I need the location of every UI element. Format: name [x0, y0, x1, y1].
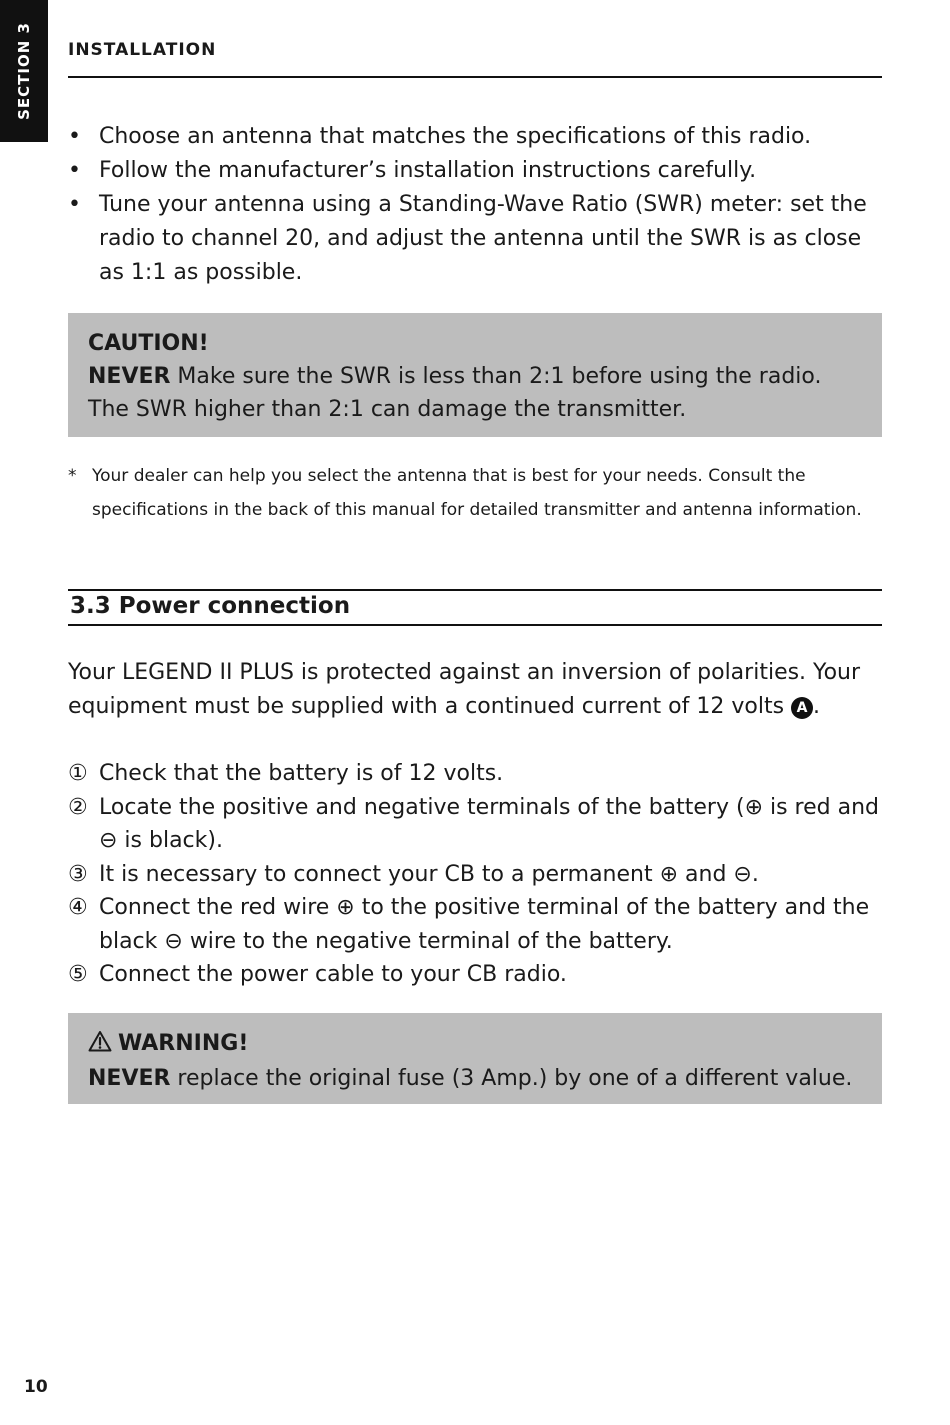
step-number: ④	[68, 895, 88, 920]
list-item	[68, 958, 882, 992]
power-steps-list	[68, 757, 882, 992]
section-rule-bottom	[68, 624, 882, 626]
step-text: It is necessary to connect your CB to a permanent ⊕ and ⊖.	[99, 861, 759, 887]
warning-emphasis: NEVER	[88, 1066, 171, 1091]
footnote-text: Your dealer can help you select the antenna that is best for your needs. Consult the specifications in the back of this manual for detailed transmitter and antenna information.	[92, 466, 862, 520]
footnote	[68, 459, 882, 527]
section-title: 3.3 Power connection	[70, 593, 351, 619]
list-item	[68, 757, 882, 791]
step-text: Connect the power cable to your CB radio.	[99, 962, 567, 987]
callout-badge-a: A	[791, 697, 813, 719]
running-head: INSTALLATION	[68, 40, 217, 60]
caution-line-2: The SWR higher than 2:1 can damage the transmitter.	[88, 397, 687, 422]
list-item	[68, 891, 882, 958]
step-number: ②	[68, 794, 88, 820]
step-text: Locate the positive and negative terminals of the battery (⊕ is red and ⊖ is black).	[99, 794, 880, 853]
list-item	[68, 791, 882, 858]
warning-line	[88, 1062, 862, 1095]
list-item	[68, 858, 882, 892]
caution-title: CAUTION!	[88, 331, 209, 356]
antenna-bullet-list	[68, 120, 882, 290]
step-number: ⑤	[68, 962, 88, 987]
warning-title: WARNING!	[118, 1031, 249, 1056]
warning-text: replace the original fuse (3 Amp.) by one of a different value.	[170, 1066, 853, 1091]
step-number: ③	[68, 861, 88, 887]
list-item: • Follow the manufacturer’s installation instructions carefully.	[68, 154, 882, 188]
step-text: Check that the battery is of 12 volts.	[99, 761, 504, 786]
warning-title-row	[88, 1027, 862, 1062]
footnote-marker: *	[68, 466, 77, 486]
warning-box	[68, 1013, 882, 1104]
warning-triangle-icon	[88, 1029, 112, 1062]
list-item: • Choose an antenna that matches the specifications of this radio.	[68, 120, 882, 154]
caution-emphasis: NEVER	[88, 364, 171, 389]
section-tab	[0, 0, 48, 142]
page-number: 10	[24, 1377, 48, 1397]
section-tab-label: SECTION 3	[15, 22, 33, 120]
step-number: ①	[68, 761, 88, 786]
power-intro-paragraph	[68, 656, 882, 724]
caution-line-1	[88, 360, 862, 393]
power-intro-text: Your LEGEND II PLUS is protected against an inversion of polarities. Your equipment must be supplied with a continued current of 12 volts	[68, 660, 861, 719]
step-text: Connect the red wire ⊕ to the positive terminal of the battery and the black ⊖ wire to the negative terminal of the battery.	[99, 895, 870, 954]
header-rule	[68, 76, 882, 78]
list-item: • Tune your antenna using a Standing-Wave Ratio (SWR) meter: set the radio to channel 20, and adjust the antenna until the SWR is as close as 1:1 as possible.	[68, 188, 882, 290]
caution-line-1-text: Make sure the SWR is less than 2:1 before using the radio.	[170, 364, 822, 389]
power-intro-end: .	[813, 694, 821, 719]
caution-box	[68, 313, 882, 437]
